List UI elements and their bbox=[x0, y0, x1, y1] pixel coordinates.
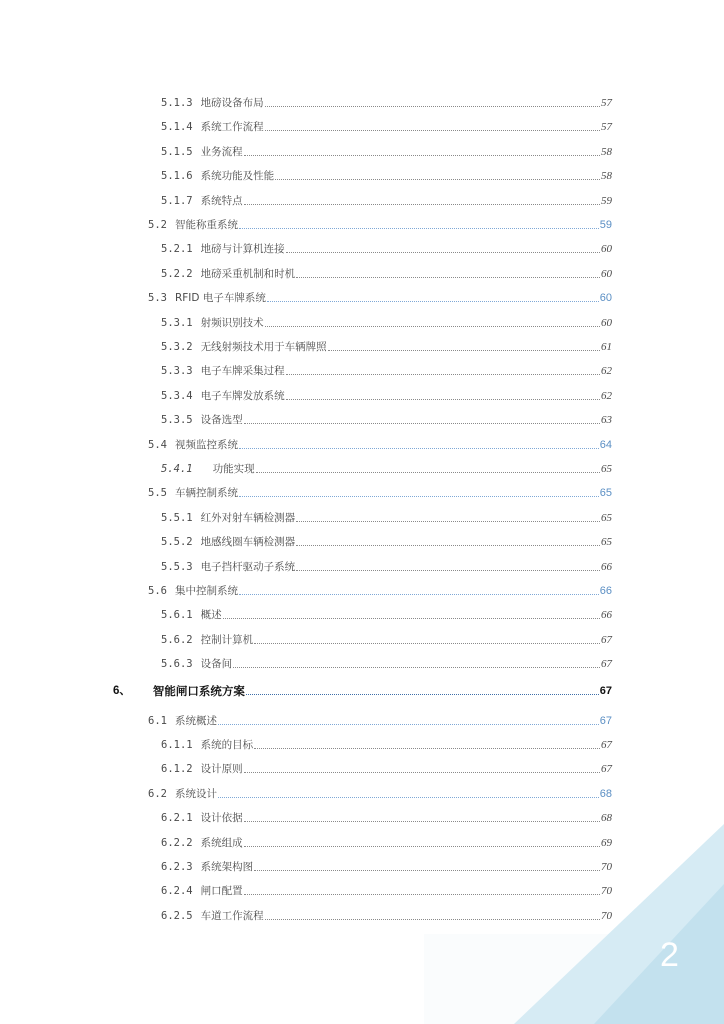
dot-leader bbox=[244, 772, 600, 773]
toc-entry[interactable] bbox=[161, 362, 612, 378]
toc-entry-number: 5.1.7 bbox=[161, 194, 193, 207]
toc-entry-page: 66 bbox=[599, 585, 612, 597]
dot-leader bbox=[223, 618, 600, 619]
toc-entry[interactable] bbox=[161, 907, 612, 923]
toc-entry[interactable] bbox=[161, 558, 612, 574]
toc-entry-number: 5.6.2 bbox=[161, 633, 193, 646]
toc-entry-title: 电子车牌发放系统 bbox=[200, 389, 285, 402]
toc-entry-number: 5.3 bbox=[148, 292, 167, 305]
dot-leader bbox=[244, 423, 600, 424]
toc-entry-title: 设备间 bbox=[200, 658, 233, 671]
toc-entry-number: 5.3.2 bbox=[161, 341, 193, 353]
dot-leader bbox=[239, 448, 599, 449]
dot-leader bbox=[256, 472, 600, 473]
toc-entry-title: 系统工作流程 bbox=[200, 121, 264, 134]
toc-entry-page: 68 bbox=[599, 787, 612, 800]
toc-entry-page: 65 bbox=[601, 463, 612, 475]
dot-leader bbox=[246, 694, 599, 695]
toc-entry-title: 射频识别技术 bbox=[200, 316, 264, 329]
toc-entry[interactable] bbox=[161, 533, 612, 549]
toc-entry-number: 5.2.1 bbox=[161, 243, 193, 256]
toc-entry-title: 系统设计 bbox=[174, 787, 217, 800]
toc-entry-title: 地磅采重机制和时机 bbox=[200, 267, 296, 280]
toc-entry-number: 5.3.1 bbox=[161, 316, 193, 329]
toc-entry-number: 5.1.5 bbox=[161, 145, 193, 158]
toc-entry-number: 6、 bbox=[113, 684, 131, 697]
dot-leader bbox=[286, 252, 600, 253]
toc-entry-page: 66 bbox=[601, 609, 612, 622]
toc-entry-number: 6.2.3 bbox=[161, 861, 193, 873]
toc-entry[interactable] bbox=[161, 94, 612, 110]
toc-entry[interactable] bbox=[148, 216, 612, 232]
toc-entry-title: 业务流程 bbox=[200, 145, 243, 158]
dot-leader bbox=[265, 106, 600, 107]
toc-entry[interactable] bbox=[161, 460, 612, 476]
toc-entry-page: 70 bbox=[601, 909, 612, 922]
toc-entry-number: 6.1.1 bbox=[161, 739, 193, 751]
toc-entry-number: 5.2 bbox=[148, 219, 167, 231]
toc-entry[interactable] bbox=[161, 192, 612, 208]
toc-entry-title: 设计依据 bbox=[200, 812, 243, 825]
toc-entry-page: 63 bbox=[601, 414, 612, 427]
toc-entry-number: 6.2 bbox=[148, 787, 167, 800]
toc-entry-title: 地感线圈车辆检测器 bbox=[200, 536, 296, 549]
page-number: 2 bbox=[660, 936, 679, 974]
toc-entry-title: 车道工作流程 bbox=[200, 909, 264, 922]
toc-entry-title: 闸口配置 bbox=[200, 885, 243, 898]
toc-entry-title: 红外对射车辆检测器 bbox=[200, 511, 296, 524]
toc-entry-number: 5.3.4 bbox=[161, 389, 193, 402]
dot-leader bbox=[254, 643, 600, 644]
toc-entry-number: 6.2.4 bbox=[161, 885, 193, 898]
toc-entry-page: 67 bbox=[599, 714, 612, 727]
toc-entry[interactable] bbox=[161, 143, 612, 159]
toc-entry-page: 62 bbox=[601, 365, 612, 378]
toc-entry-title: 地磅设备布局 bbox=[200, 97, 264, 109]
toc-entry[interactable] bbox=[161, 606, 612, 622]
toc-entry-title: RFID 电子车牌系统 bbox=[174, 292, 266, 305]
toc-entry-number: 5.4.1 bbox=[161, 463, 193, 475]
dot-leader bbox=[265, 326, 600, 327]
toc-entry-title: 系统特点 bbox=[200, 194, 243, 207]
dot-leader bbox=[239, 496, 599, 497]
toc-entry[interactable] bbox=[113, 682, 612, 698]
toc-entry-number: 5.1.4 bbox=[161, 121, 193, 134]
dot-leader bbox=[286, 399, 600, 400]
toc-entry[interactable] bbox=[161, 167, 612, 183]
toc-entry-title: 智能闸口系统方案 bbox=[152, 683, 245, 698]
dot-leader bbox=[265, 130, 600, 131]
toc-entry-page: 67 bbox=[601, 739, 612, 751]
toc-entry-page: 60 bbox=[601, 316, 612, 329]
toc-entry-page: 58 bbox=[601, 145, 612, 158]
dot-leader bbox=[296, 277, 600, 278]
toc-entry-number: 5.1.6 bbox=[161, 170, 193, 183]
dot-leader bbox=[218, 797, 599, 798]
toc-entry[interactable] bbox=[161, 118, 612, 134]
toc-entry-title: 地磅与计算机连接 bbox=[200, 243, 285, 256]
toc-entry-page: 66 bbox=[601, 560, 612, 573]
toc-entry[interactable] bbox=[161, 736, 612, 752]
toc-entry-page: 67 bbox=[601, 633, 612, 646]
toc-entry-number: 6.1.2 bbox=[161, 763, 193, 776]
toc-entry-number: 6.2.2 bbox=[161, 836, 193, 849]
dot-leader bbox=[244, 846, 600, 847]
toc-entry-title: 系统架构图 bbox=[200, 861, 254, 873]
toc-entry-page: 67 bbox=[601, 763, 612, 776]
toc-entry-page: 57 bbox=[601, 121, 612, 134]
toc-entry-number: 5.6.3 bbox=[161, 658, 193, 671]
toc-entry-title: 车辆控制系统 bbox=[174, 487, 238, 500]
dot-leader bbox=[275, 179, 600, 180]
toc-entry-title: 视频监控系统 bbox=[174, 438, 238, 451]
toc-entry[interactable] bbox=[148, 484, 612, 500]
dot-leader bbox=[239, 594, 599, 595]
toc-entry[interactable] bbox=[161, 809, 612, 825]
toc-entry-number: 5.5 bbox=[148, 487, 167, 500]
toc-entry-number: 5.5.1 bbox=[161, 511, 193, 524]
toc-entry[interactable] bbox=[161, 655, 612, 671]
toc-entry[interactable] bbox=[161, 760, 612, 776]
dot-leader bbox=[265, 919, 600, 920]
toc-entry-number: 6.1 bbox=[148, 714, 167, 727]
dot-leader bbox=[244, 894, 600, 895]
toc-entry-page: 58 bbox=[601, 170, 612, 183]
toc-entry-page: 69 bbox=[601, 836, 612, 849]
toc-entry[interactable] bbox=[161, 834, 612, 850]
toc-entry-number: 5.2.2 bbox=[161, 267, 193, 280]
toc-entry-number: 5.4 bbox=[148, 438, 167, 451]
toc-entry[interactable] bbox=[148, 712, 612, 728]
toc-entry-title: 电子挡杆驱动子系统 bbox=[200, 560, 296, 573]
dot-leader bbox=[254, 748, 600, 749]
toc-entry-number: 5.3.3 bbox=[161, 365, 193, 378]
toc-entry[interactable] bbox=[161, 387, 612, 403]
toc-entry[interactable] bbox=[161, 338, 612, 354]
toc-entry-title: 功能实现 bbox=[212, 463, 255, 475]
dot-leader bbox=[254, 870, 600, 871]
toc-entry-page: 65 bbox=[601, 511, 612, 524]
dot-leader bbox=[296, 521, 600, 522]
toc-entry-number: 5.5.3 bbox=[161, 560, 193, 573]
toc-entry-page: 70 bbox=[601, 885, 612, 898]
toc-entry[interactable] bbox=[161, 265, 612, 281]
toc-entry-number: 5.1.3 bbox=[161, 97, 193, 109]
toc-entry-title: 设备选型 bbox=[200, 414, 243, 427]
toc-entry-title: 概述 bbox=[200, 609, 222, 622]
toc-entry[interactable] bbox=[161, 882, 612, 898]
toc-entry-page: 62 bbox=[601, 389, 612, 402]
dot-leader bbox=[218, 724, 599, 725]
toc-entry-page: 59 bbox=[601, 194, 612, 207]
dot-leader bbox=[244, 204, 600, 205]
toc-entry[interactable] bbox=[148, 436, 612, 452]
toc-entry-title: 系统的目标 bbox=[200, 739, 254, 751]
toc-entry[interactable] bbox=[161, 240, 612, 256]
toc-entry[interactable] bbox=[161, 314, 612, 330]
toc-entry-page: 60 bbox=[601, 267, 612, 280]
dot-leader bbox=[233, 667, 600, 668]
toc-entry-page: 67 bbox=[601, 658, 612, 671]
toc-entry[interactable] bbox=[161, 509, 612, 525]
toc-entry-page: 67 bbox=[599, 684, 612, 697]
toc-entry-title: 系统概述 bbox=[174, 714, 217, 727]
toc-entry-title: 设计原则 bbox=[200, 763, 243, 776]
toc-entry-title: 控制计算机 bbox=[200, 633, 254, 646]
toc-entry-page: 60 bbox=[599, 292, 612, 305]
toc-entry-number: 5.5.2 bbox=[161, 536, 193, 549]
toc-entry-page: 68 bbox=[601, 812, 612, 825]
toc-entry-page: 70 bbox=[601, 861, 612, 873]
toc-entry-page: 60 bbox=[601, 243, 612, 256]
dot-leader bbox=[267, 301, 599, 302]
toc-entry-title: 无线射频技术用于车辆牌照 bbox=[200, 341, 327, 353]
toc-entry-page: 65 bbox=[599, 487, 612, 500]
toc-entry-number: 5.3.5 bbox=[161, 414, 193, 427]
toc-entry-number: 5.6.1 bbox=[161, 609, 193, 622]
dot-leader bbox=[239, 228, 599, 229]
toc-entry[interactable] bbox=[161, 631, 612, 647]
toc-entry[interactable] bbox=[148, 785, 612, 801]
toc-entry-number: 5.6 bbox=[148, 585, 167, 597]
dot-leader bbox=[296, 570, 600, 571]
toc-entry-title: 电子车牌采集过程 bbox=[200, 365, 285, 378]
toc-entry-title: 系统组成 bbox=[200, 836, 243, 849]
dot-leader bbox=[244, 155, 600, 156]
toc-entry-page: 59 bbox=[599, 219, 612, 231]
toc-entry[interactable] bbox=[161, 411, 612, 427]
toc-entry-title: 集中控制系统 bbox=[174, 585, 238, 597]
dot-leader bbox=[328, 350, 600, 351]
toc-entry[interactable] bbox=[148, 582, 612, 598]
toc-entry-page: 61 bbox=[601, 341, 612, 353]
toc-entry[interactable] bbox=[148, 289, 612, 305]
toc-entry-page: 64 bbox=[599, 438, 612, 451]
toc-entry-number: 6.2.5 bbox=[161, 909, 193, 922]
toc-entry-number: 6.2.1 bbox=[161, 812, 193, 825]
dot-leader bbox=[286, 374, 600, 375]
dot-leader bbox=[296, 545, 600, 546]
toc-entry-title: 智能称重系统 bbox=[174, 219, 238, 231]
toc-entry-page: 65 bbox=[601, 536, 612, 549]
dot-leader bbox=[244, 821, 600, 822]
toc-entry[interactable] bbox=[161, 858, 612, 874]
toc-entry-title: 系统功能及性能 bbox=[200, 170, 275, 183]
toc-entry-page: 57 bbox=[601, 97, 612, 109]
